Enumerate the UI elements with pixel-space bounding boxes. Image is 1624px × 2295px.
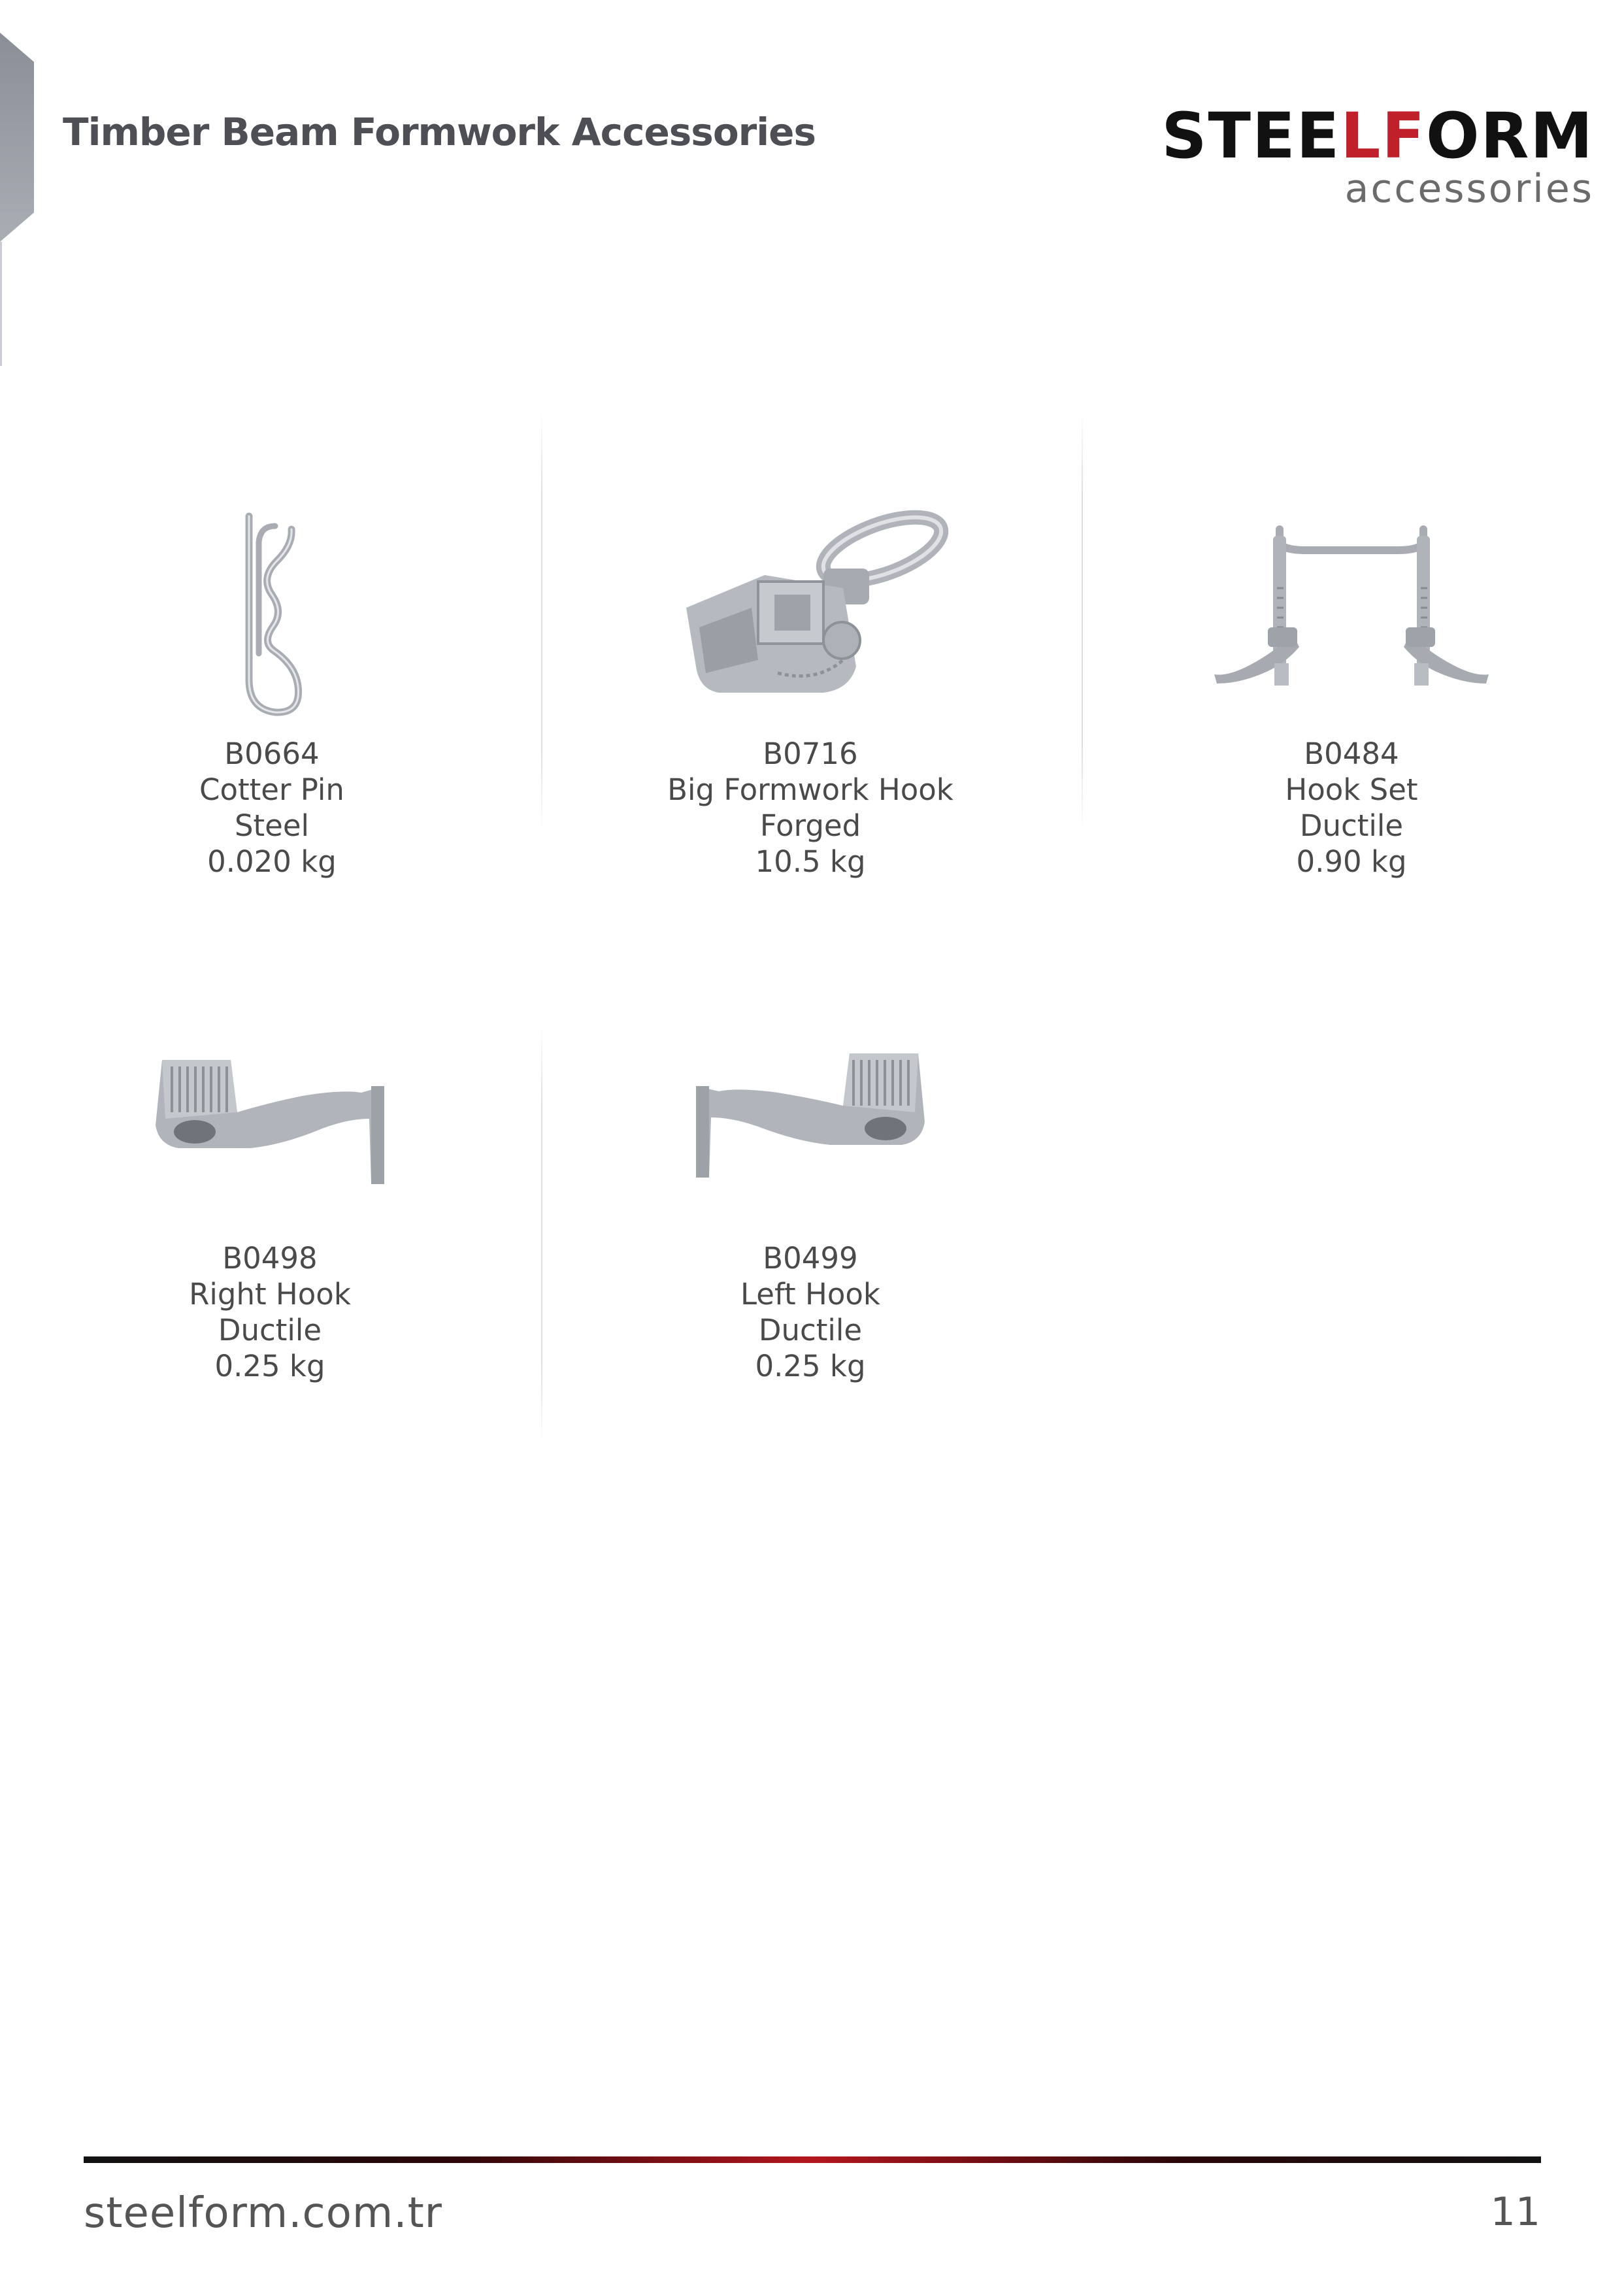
logo-wordmark: STEELFORM — [1161, 99, 1594, 173]
product-code: B0716 — [763, 736, 858, 771]
product-name: Right Hook — [189, 1277, 351, 1312]
logo-tagline: accessories — [1344, 166, 1594, 212]
product-weight: 0.90 kg — [1296, 844, 1407, 879]
page-title: Timber Beam Formwork Accessories — [63, 110, 816, 154]
product-name: Hook Set — [1285, 772, 1418, 807]
column-divider — [541, 1026, 542, 1444]
product-card-b0498 — [8, 988, 531, 1384]
product-code: B0484 — [1304, 736, 1399, 771]
product-material: Steel — [234, 808, 310, 843]
product-material: Ductile — [218, 1313, 322, 1347]
column-divider — [1082, 412, 1083, 830]
product-weight: 10.5 kg — [755, 844, 866, 879]
footer-website-link[interactable]: steelform.com.tr — [84, 2189, 442, 2237]
product-card-b0499 — [549, 988, 1072, 1384]
product-code: B0664 — [224, 736, 320, 771]
product-code: B0498 — [222, 1241, 318, 1276]
product-name: Left Hook — [740, 1277, 880, 1312]
product-name: Cotter Pin — [199, 772, 344, 807]
hook-set-icon — [1090, 484, 1613, 732]
cotter-pin-icon — [10, 484, 533, 732]
page-number: 11 — [1490, 2189, 1540, 2235]
formwork-hook-icon — [549, 484, 1072, 732]
brand-logo — [1161, 99, 1594, 212]
column-divider — [541, 412, 542, 830]
product-material: Forged — [759, 808, 861, 843]
left-hook-icon — [549, 988, 1072, 1236]
product-weight: 0.25 kg — [214, 1349, 325, 1383]
footer-divider — [84, 2156, 1541, 2163]
product-card-b0484 — [1090, 484, 1613, 880]
product-code: B0499 — [763, 1241, 858, 1276]
product-material: Ductile — [1299, 808, 1404, 843]
product-weight: 0.25 kg — [755, 1349, 866, 1383]
side-line-decoration — [0, 242, 2, 366]
product-card-b0664 — [10, 484, 533, 880]
side-tab-decoration — [0, 33, 34, 242]
right-hook-icon — [8, 988, 531, 1236]
product-card-b0716 — [549, 484, 1072, 880]
product-weight: 0.020 kg — [207, 844, 337, 879]
product-material: Ductile — [758, 1313, 863, 1347]
product-name: Big Formwork Hook — [667, 772, 953, 807]
